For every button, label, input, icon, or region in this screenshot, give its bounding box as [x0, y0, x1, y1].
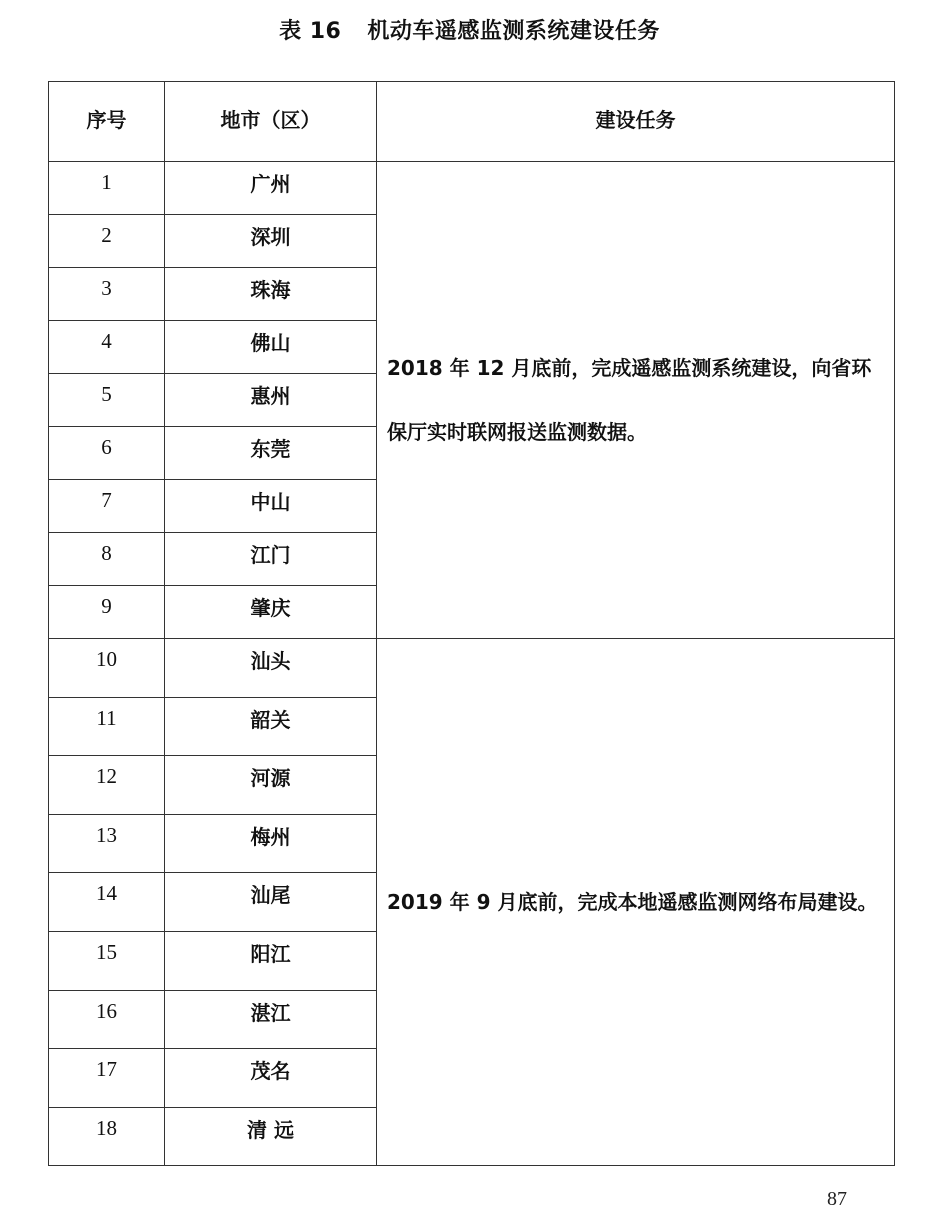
header-task: 建设任务 [377, 82, 895, 162]
row-number: 4 [49, 321, 165, 374]
header-city: 地市（区） [165, 82, 377, 162]
table-row [49, 162, 895, 215]
row-number: 5 [49, 374, 165, 427]
row-number: 16 [49, 990, 165, 1049]
row-city: 佛山 [165, 321, 377, 374]
row-number: 14 [49, 873, 165, 932]
row-number: 10 [49, 639, 165, 698]
table-row [49, 639, 895, 698]
row-city: 江门 [165, 533, 377, 586]
row-city: 中山 [165, 480, 377, 533]
group-task-2018: 2018 年 12 月底前，完成遥感监测系统建设，向省环保厅实时联网报送监测数据。 [377, 162, 895, 639]
row-number: 6 [49, 427, 165, 480]
row-number: 8 [49, 533, 165, 586]
table-number: 表 16 [279, 19, 342, 44]
row-city: 肇庆 [165, 586, 377, 639]
row-number: 12 [49, 756, 165, 815]
row-city: 惠州 [165, 374, 377, 427]
row-city: 珠海 [165, 268, 377, 321]
row-city: 茂名 [165, 1049, 377, 1108]
row-city: 汕头 [165, 639, 377, 698]
row-city: 梅州 [165, 814, 377, 873]
row-number: 15 [49, 931, 165, 990]
header-no: 序号 [49, 82, 165, 162]
row-city: 湛江 [165, 990, 377, 1049]
row-city: 广州 [165, 162, 377, 215]
row-number: 11 [49, 697, 165, 756]
row-city: 深圳 [165, 215, 377, 268]
row-city: 河源 [165, 756, 377, 815]
group-task-2019: 2019 年 9 月底前，完成本地遥感监测网络布局建设。 [377, 639, 895, 1166]
row-city: 汕尾 [165, 873, 377, 932]
row-number: 2 [49, 215, 165, 268]
row-city: 韶关 [165, 697, 377, 756]
page-number: 87 [827, 1188, 847, 1210]
row-number: 3 [49, 268, 165, 321]
table-title [0, 14, 939, 45]
row-city: 清 远 [165, 1107, 377, 1166]
header-row [49, 82, 895, 162]
table-caption: 机动车遥感监测系统建设任务 [367, 19, 660, 44]
row-number: 13 [49, 814, 165, 873]
row-number: 7 [49, 480, 165, 533]
row-number: 18 [49, 1107, 165, 1166]
row-city: 东莞 [165, 427, 377, 480]
tasks-table [48, 81, 895, 1166]
row-number: 9 [49, 586, 165, 639]
row-number: 1 [49, 162, 165, 215]
row-number: 17 [49, 1049, 165, 1108]
row-city: 阳江 [165, 931, 377, 990]
